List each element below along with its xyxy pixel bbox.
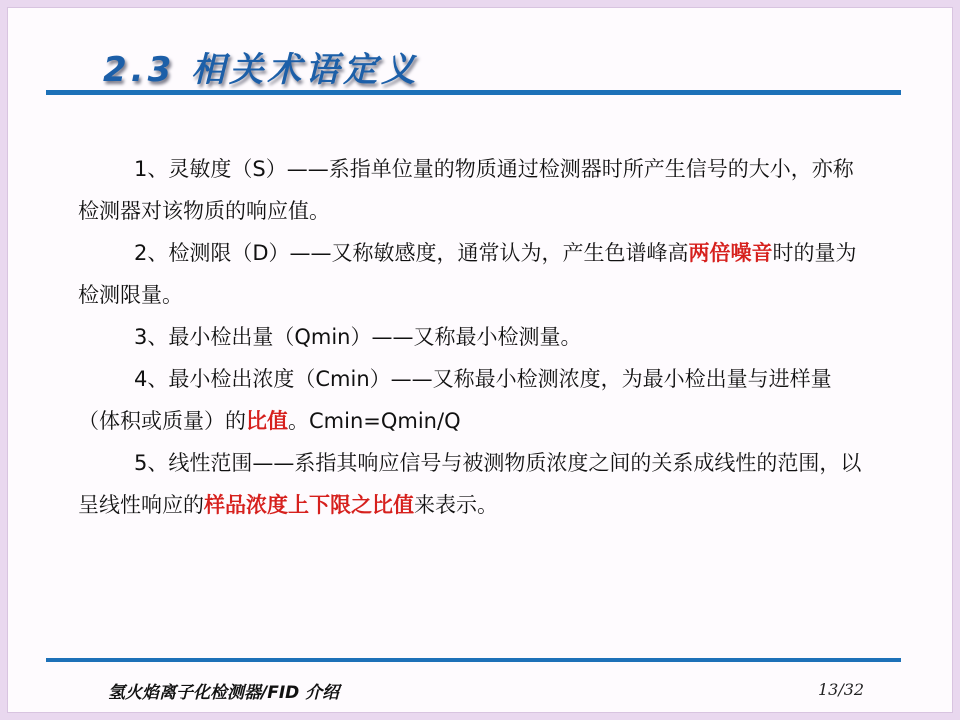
title-divider [46,90,901,95]
footer-divider [46,658,901,662]
footer-title: 氢火焰离子化检测器/FID 介绍 [108,683,340,703]
slide [7,7,953,713]
definition-paragraph [78,358,868,442]
definition-paragraph [78,148,868,232]
definitions-body [78,148,868,526]
paragraph-text: 3、最小检出量（Qmin）——又称最小检测量。 [134,325,582,349]
paragraph-text: 4、最小检出浓度（Cmin）——又称最小检测浓度，为最小检出量与进样量（体积或质量）的 [78,367,832,433]
highlighted-term: 两倍噪音 [688,241,773,265]
paragraph-text: 时的量为检测限量。 [78,241,857,307]
slide-title: 2.3 相关术语定义 [103,50,420,90]
paragraph-text: 1、灵敏度（S）——系指单位量的物质通过检测器时所产生信号的大小，亦称检测器对该物质的响应值。 [78,157,854,223]
definition-paragraph [78,442,868,526]
page-number: 13/32 [818,680,865,699]
definition-paragraph [78,232,868,316]
paragraph-text: 5、线性范围——系指其响应信号与被测物质浓度之间的关系成线性的范围，以呈线性响应的 [78,451,862,517]
definition-paragraph [78,316,868,358]
paragraph-text: 来表示。 [414,493,498,517]
paragraph-text: 。Cmin=Qmin/Q [288,409,461,433]
highlighted-term: 比值 [246,409,288,433]
paragraph-text: 2、检测限（D）——又称敏感度，通常认为，产生色谱峰高 [134,241,689,265]
highlighted-term: 样品浓度上下限之比值 [204,493,414,517]
